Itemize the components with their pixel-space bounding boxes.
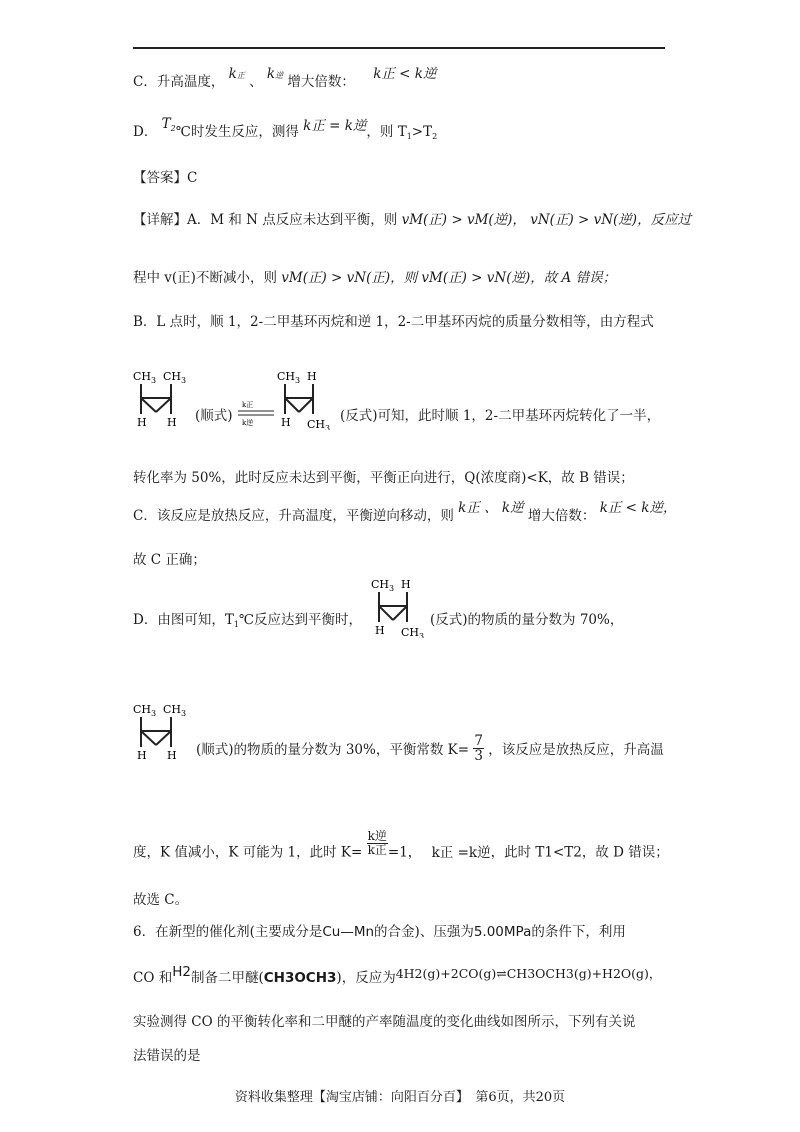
header-rule [133, 47, 665, 49]
ratio-num: k逆 [367, 829, 387, 843]
svg-text:CH3: $CH_3$ [277, 370, 301, 385]
k-reverse: k逆 [266, 66, 284, 82]
svg-text:H: H [375, 624, 385, 637]
k-ratio [367, 830, 388, 856]
cis-label: (顺式) [195, 408, 233, 424]
detail-d-line2 [196, 733, 664, 765]
svg-text:CH3: $CH_3$ [133, 703, 157, 718]
option-d-prefix: D． [133, 124, 158, 140]
q6-pressure: 5.00MPa [473, 924, 532, 940]
detail-d3-k: k正 =k逆 [431, 844, 491, 861]
svg-text:CH3: $CH_3$ [401, 626, 425, 638]
q6-line4: 法错误的是 [133, 1048, 201, 1064]
detail-b-line1: B．L 点时，顺 1，2-二甲基环丙烷和逆 1，2-二甲基环丙烷的质量分数相等，由方程式 [133, 314, 654, 330]
svg-text:H: H [137, 416, 147, 429]
svg-text:H: H [307, 370, 317, 383]
q6-dme: CH3OCH3 [263, 970, 337, 986]
q6-line1 [133, 920, 626, 940]
detail-a-line2 [133, 266, 616, 286]
option-c-mid: 增大倍数： [287, 74, 355, 90]
detail-c-rel: k正 < k逆， [599, 500, 677, 516]
q6-catalyst: Cu—Mn [322, 924, 375, 940]
arrow-top-label: k正 [242, 401, 254, 409]
detail-a-vm: vM(正) > vM(逆)， [401, 212, 526, 228]
cis-molecule [133, 370, 193, 430]
frac-num: 7 [474, 733, 483, 749]
svg-text:H: H [281, 416, 291, 429]
q6-co: CO 和 [133, 970, 173, 986]
svg-text:CH3: $CH_3$ [371, 578, 395, 593]
q6-text4: 制备二甲醚( [190, 970, 264, 986]
svg-text:CH3: $CH_3$ [163, 703, 187, 718]
detail-d-line1-end: (反式)的物质的量分数为 70%， [430, 612, 624, 628]
trans-molecule [277, 370, 337, 430]
svg-text:CH3: $CH_3$ [163, 370, 187, 385]
detail-d-line1 [133, 608, 362, 629]
detail-a-vn: vN(正) > vN(逆)，反应过 [530, 212, 692, 228]
trans-molecule-2 [371, 578, 431, 638]
detail-c-line1 [133, 500, 677, 524]
detail-a-text: 【详解】A．M 和 N 点反应未达到平衡，则 [133, 212, 398, 228]
k-fraction [473, 734, 484, 763]
svg-text:CH3: $CH_3$ [133, 370, 157, 385]
detail-d2-text2: ，该反应是放热反应，升高温 [488, 742, 664, 759]
detail-a2-text: 程中 v(正)不断减小，则 [133, 270, 277, 286]
equilibrium-arrow [236, 398, 276, 428]
detail-d3-text: 度，K 值减小，K 可能为 1，此时 K= [133, 844, 363, 861]
arrow-bottom-label: k逆 [242, 419, 254, 427]
trans-label: (反式)可知，此时顺 1，2-二甲基环丙烷转化了一半， [340, 408, 661, 424]
svg-text:H: H [401, 578, 411, 591]
detail-d-line3 [133, 829, 669, 866]
option-d-text2: ，则 T [366, 124, 407, 140]
option-d [133, 116, 438, 141]
option-d-relation: k正 = k逆 [303, 118, 367, 134]
ratio-den: k正 [367, 842, 387, 857]
detail-c-line2: 故 C 正确； [133, 552, 206, 568]
svg-text:CH3: $CH_3$ [307, 418, 331, 430]
detail-d-text2: ℃反应达到平衡时， [238, 612, 363, 628]
detail-a2-vm: vM(正) > vN(正)，则 [281, 270, 418, 286]
detail-d-sub: 1 [233, 620, 239, 629]
svg-text:H: H [167, 416, 177, 429]
answer: 【答案】C [133, 170, 198, 186]
option-c [133, 66, 437, 90]
detail-a-line1 [133, 208, 691, 228]
detail-b-line2: 转化率为 50%，此时反应未达到平衡，平衡正向进行，Q(浓度商)<K，故 B 错误； [133, 470, 634, 486]
option-d-text3: >T [411, 124, 433, 140]
detail-d3-eq: =1， [387, 844, 422, 861]
svg-text:H: H [137, 749, 147, 762]
detail-d-line4: 故选 C。 [133, 892, 189, 908]
option-d-temp: $T_2$ [161, 116, 176, 133]
q6-equation: 4H2(g)+2CO(g)⇌CH3OCH3(g)+H2O(g)， [395, 966, 662, 981]
q6-text5: )，反应为 [336, 970, 396, 986]
cis-molecule-2 [133, 703, 193, 763]
detail-c-k: k正 、 k逆 [458, 500, 524, 516]
frac-den: 3 [474, 748, 483, 765]
q6-text3: 的条件下，利用 [531, 924, 626, 940]
detail-c-text: C．该反应是放热反应，升高温度，平衡逆向移动，则 [133, 508, 454, 524]
detail-d3-end: ，此时 T1<T2，故 D 错误； [490, 844, 669, 861]
q6-line3: 实验测得 CO 的平衡转化率和二甲醚的产率随温度的变化曲线如图所示，下列有关说 [133, 1014, 636, 1030]
svg-text:H: H [167, 749, 177, 762]
q6-line2 [133, 966, 661, 986]
detail-d-text: D．由图可知，T [133, 612, 234, 628]
q6-h2: H2 [172, 964, 191, 980]
option-d-t1-sub: 1 [406, 132, 412, 141]
detail-a2-vn: vM(正) > vN(逆)，故 A 错误； [421, 270, 617, 286]
page-footer: 资料收集整理【淘宝店铺：向阳百分百】 第6页，共20页 [234, 1090, 566, 1105]
option-d-t2-sub: 2 [432, 132, 438, 141]
detail-c-mid: 增大倍数： [527, 508, 596, 524]
option-c-relation: k正 < k逆 [373, 66, 437, 82]
option-d-text1: ℃时发生反应，测得 [175, 124, 299, 140]
option-c-text: C．升高温度， [133, 74, 225, 90]
detail-d2-text: (顺式)的物质的量分数为 30%，平衡常数 K= [196, 742, 470, 759]
option-c-sep: 、 [249, 74, 267, 90]
q6-text2: 的合金)、压强为 [374, 924, 474, 940]
q6-text1: 6．在新型的催化剂(主要成分是 [133, 924, 323, 940]
k-forward: k正 [228, 66, 245, 82]
